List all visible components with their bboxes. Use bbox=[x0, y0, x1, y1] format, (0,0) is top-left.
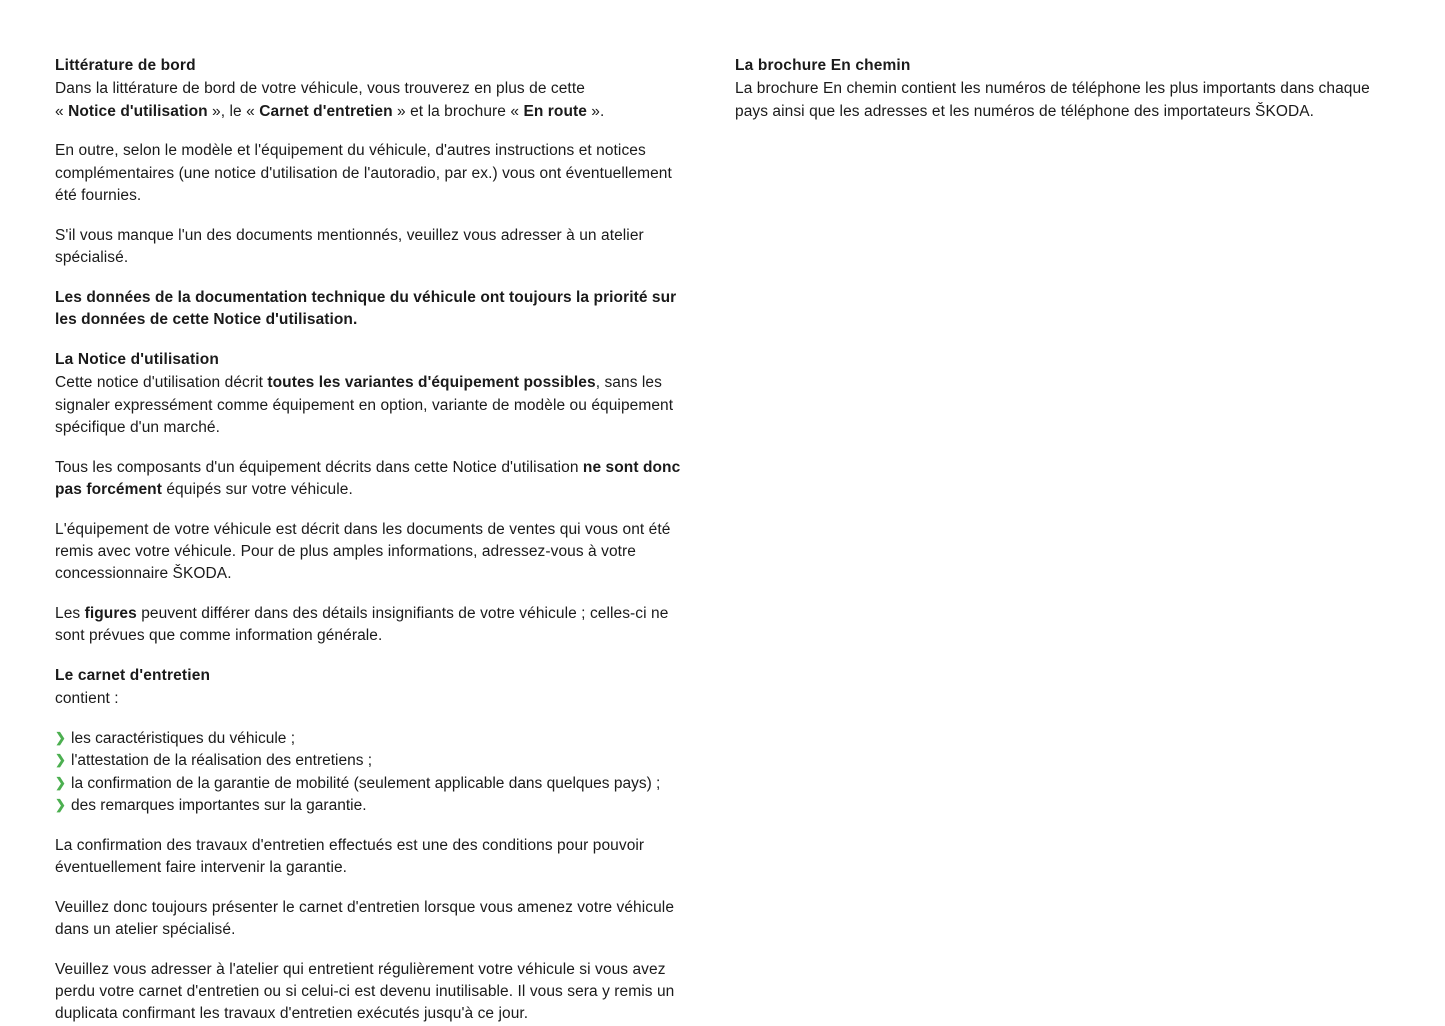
left-column bbox=[55, 55, 690, 1026]
list-item-label: les caractéristiques du véhicule ; bbox=[71, 729, 296, 747]
paragraph-intro-line1: Dans la littérature de bord de votre véhicule, vous trouverez en plus de cette bbox=[55, 80, 585, 98]
bullet-arrow-icon: ❯ bbox=[55, 774, 66, 790]
term-ne-sont-donc-pas-forcement: ne sont donc pas forcément bbox=[55, 458, 681, 499]
bullet-list-carnet-entretien bbox=[55, 728, 690, 818]
paragraph-intro bbox=[55, 78, 690, 123]
term-variantes-equipement: toutes les variantes d'équipement possibles bbox=[267, 374, 596, 392]
paragraph-en-outre: En outre, selon le modèle et l'équipement du véhicule, d'autres instructions et notices complémentaires (une notice d'utilisation de l'autoradio, par ex.) vous ont éventuellement été fournies. bbox=[55, 142, 672, 205]
paragraph-contient: contient : bbox=[55, 690, 119, 708]
bullet-arrow-icon: ❯ bbox=[55, 752, 66, 768]
paragraph-priorite-donnees-text: Les données de la documentation technique du véhicule ont toujours la priorité sur les données de cette Notice d'utilisation. bbox=[55, 288, 677, 329]
list-item-label: des remarques importantes sur la garantie. bbox=[71, 797, 367, 815]
term-figures: figures bbox=[84, 604, 137, 622]
paragraph-equipement-vehicule: L'équipement de votre véhicule est décrit dans les documents de ventes qui vous ont été remis avec votre véhicule. Pour de plus amples informations, adressez-vous à votre concessionnaire ŠKODA. bbox=[55, 520, 671, 583]
heading-brochure-en-chemin: La brochure En chemin bbox=[735, 57, 911, 74]
paragraph-documents-manquants: S'il vous manque l'un des documents mentionnés, veuillez vous adresser à un atelier spécialisé. bbox=[55, 226, 644, 267]
list-item bbox=[55, 795, 690, 817]
term-carnet-entretien: Carnet d'entretien bbox=[259, 102, 393, 120]
bullet-arrow-icon: ❯ bbox=[55, 797, 66, 813]
term-notice-utilisation: Notice d'utilisation bbox=[68, 102, 208, 120]
list-item-label: l'attestation de la réalisation des entretiens ; bbox=[71, 752, 373, 770]
paragraph-adresser-atelier: Veuillez vous adresser à l'atelier qui entretient régulièrement votre véhicule si vous avez perdu votre carnet d'entretien ou si celui-ci est devenu inutilisable. Il vous sera y remis un duplicata confirmant les travaux d'entretien exécutés jusqu'à ce jour. bbox=[55, 960, 675, 1023]
paragraph-confirmation-travaux: La confirmation des travaux d'entretien effectués est une des conditions pour pouvoir éventuellement faire intervenir la garantie. bbox=[55, 836, 645, 877]
heading-carnet-entretien: Le carnet d'entretien bbox=[55, 666, 211, 684]
heading-notice-utilisation: La Notice d'utilisation bbox=[55, 350, 219, 368]
paragraph-priorite-donnees bbox=[55, 287, 690, 332]
paragraph-brochure-en-chemin: La brochure En chemin contient les numéros de téléphone les plus importants dans chaque pays ainsi que les adresses et les numéros de téléphone des importateurs ŠKODA. bbox=[735, 80, 1370, 120]
paragraph-intro-line2: « Notice d'utilisation », le « Carnet d'entretien » et la brochure « En route ». bbox=[55, 102, 605, 120]
paragraph-figures: Les figures peuvent différer dans des détails insignifiants de votre véhicule ; celles-ci ne sont prévues que comme information générale. bbox=[55, 604, 669, 645]
list-item bbox=[55, 750, 690, 772]
right-column bbox=[735, 55, 1370, 1026]
two-column-layout bbox=[55, 55, 1385, 1026]
paragraph-composants: Tous les composants d'un équipement décrits dans cette Notice d'utilisation ne sont donc pas forcément équipés sur votre véhicule. bbox=[55, 458, 681, 499]
heading-litterature-de-bord: Littérature de bord bbox=[55, 57, 196, 74]
term-en-route: En route bbox=[523, 102, 587, 120]
bullet-arrow-icon: ❯ bbox=[55, 729, 66, 745]
paragraph-presenter-carnet: Veuillez donc toujours présenter le carnet d'entretien lorsque vous amenez votre véhicule dans un atelier spécialisé. bbox=[55, 898, 675, 939]
paragraph-notice-description: Cette notice d'utilisation décrit toutes les variantes d'équipement possibles, sans les signaler expressément comme équipement en option, variante de modèle ou équipement spécifique d'un marché. bbox=[55, 374, 674, 437]
list-item bbox=[55, 728, 690, 750]
list-item-label: la confirmation de la garantie de mobilité (seulement applicable dans quelques pays) ; bbox=[71, 774, 661, 792]
list-item bbox=[55, 773, 690, 795]
